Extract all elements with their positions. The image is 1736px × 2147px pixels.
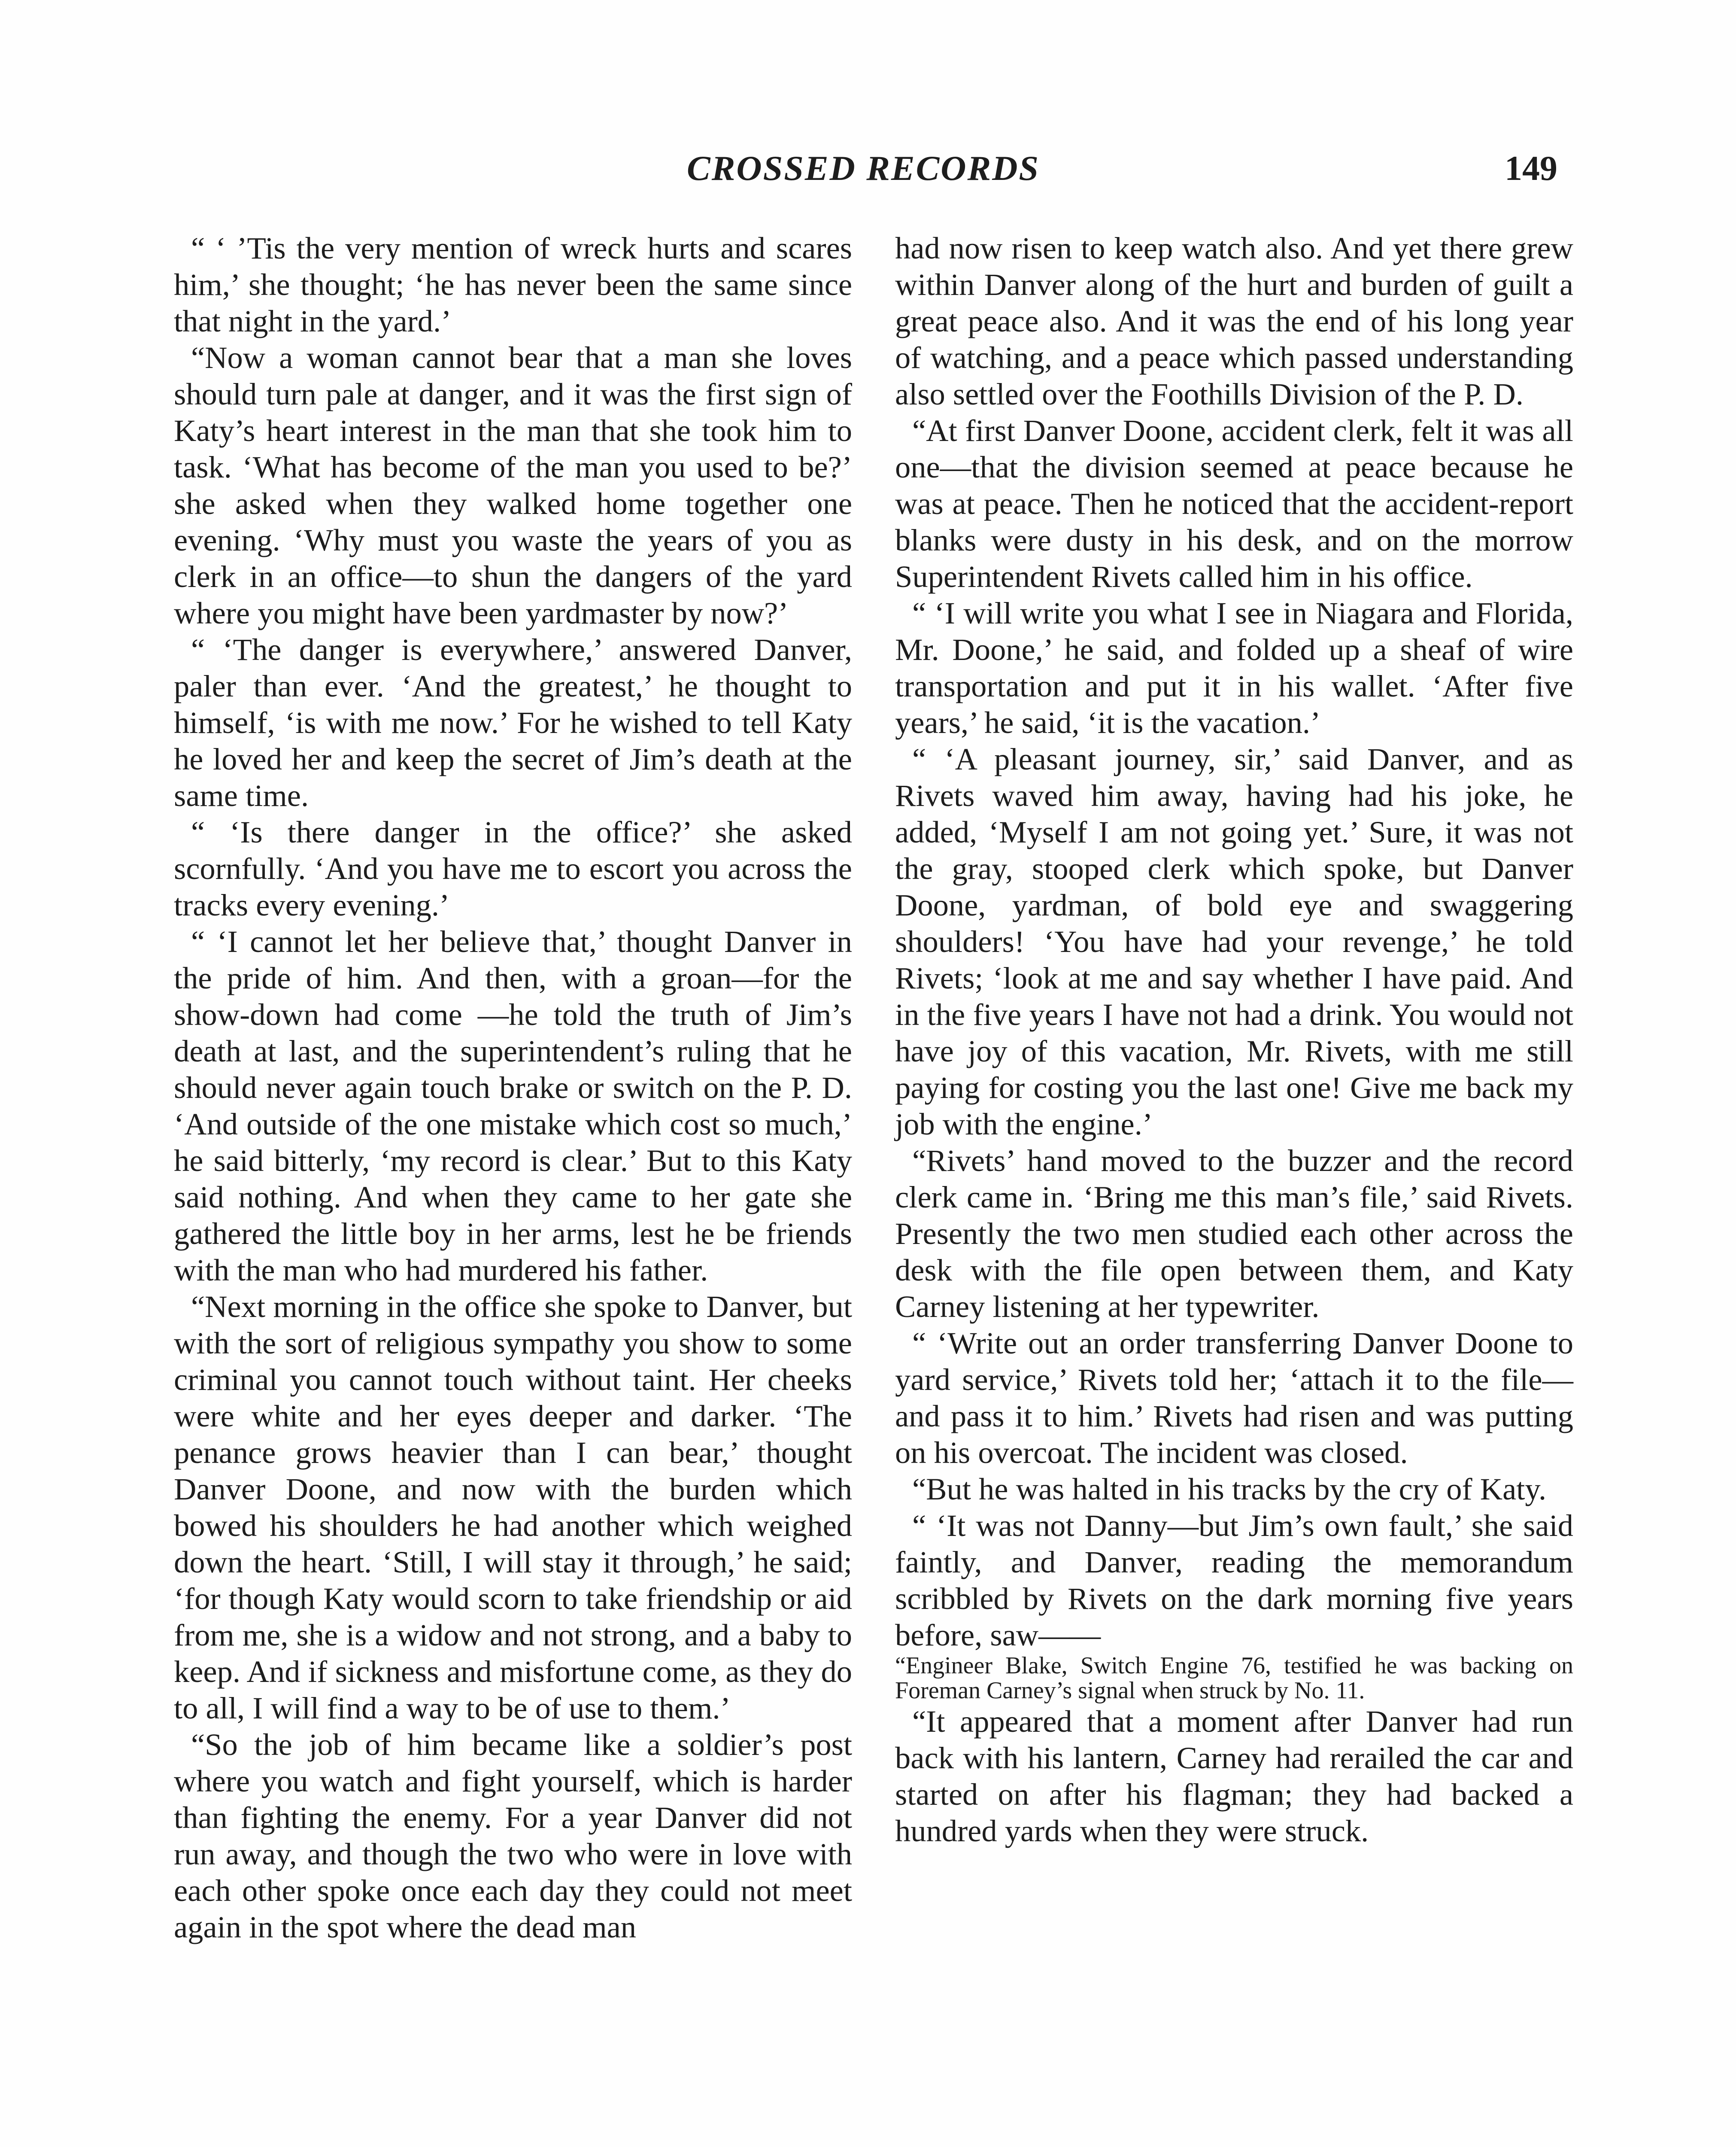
paragraph: “Now a woman cannot bear that a man she loves should turn pale at danger, and it was the first sign of Katy’s heart interest in the man that she took him to task. ‘What has become of the man you used to be?’ she asked when they walked home together one evening. ‘Why must you waste the years of you as clerk in an office—to shun the dangers of the yard where you might have been yardmaster by now?’ — [174, 340, 852, 630]
memorandum-quote: “Engineer Blake, Switch Engine 76, testified he was backing on Foreman Carney’s signal when struck by No. 11. — [895, 1652, 1573, 1704]
right-text-column — [895, 230, 1573, 1849]
paragraph: “At first Danver Doone, accident clerk, felt it was all one—that the division seemed at peace because he was at peace. Then he noticed that the accident-report blanks were dusty in his desk, and on the morrow Superintendent Rivets called him in his office. — [895, 413, 1573, 594]
paragraph: “ ‘Is there danger in the office?’ she asked scornfully. ‘And you have me to escort you across the tracks every evening.’ — [174, 815, 852, 922]
paragraph: “ ‘I cannot let her believe that,’ thought Danver in the pride of him. And then, with a groan—for the show-down had come —he told the truth of Jim’s death at last, and the superintendent’s ruling that he should never again touch brake or switch on the P. D. ‘And outside of the one mistake which cost so much,’ he said bitterly, ‘my record is clear.’ But to this Katy said nothing. And when they came to her gate she gathered the little boy in her arms, lest he be friends with the man who had murdered his father. — [174, 924, 852, 1287]
paragraph: “Rivets’ hand moved to the buzzer and the record clerk came in. ‘Bring me this man’s file,’ said Rivets. Presently the two men studied each other across the desk with the file open between them, and Katy Carney listening at her typewriter. — [895, 1143, 1573, 1324]
left-text-column — [174, 230, 852, 1945]
paragraph: “ ‘I will write you what I see in Niagara and Florida, Mr. Doone,’ he said, and folded up a sheaf of wire transportation and put it in his wallet. ‘After five years,’ he said, ‘it is the vacation.’ — [895, 596, 1573, 740]
paragraph: “But he was halted in his tracks by the cry of Katy. — [912, 1472, 1547, 1506]
paragraph: “ ‘The danger is everywhere,’ answered Danver, paler than ever. ‘And the greatest,’ he thought to himself, ‘is with me now.’ For he wished to tell Katy he loved her and keep the secret of Jim’s death at the same time. — [174, 632, 852, 813]
running-header-title: CROSSED RECORDS — [687, 149, 1040, 188]
closing-paragraph: “It appeared that a moment after Danver had run back with his lantern, Carney had rerailed the car and started on after his flagman; they had backed a hundred yards when they were struck. — [895, 1704, 1573, 1848]
paragraph: “ ‘A pleasant journey, sir,’ said Danver, and as Rivets waved him away, having had his joke, he added, ‘Myself I am not going yet.’ Sure, it was not the gray, stooped clerk which spoke, but Danver Doone, yardman, of bold eye and swaggering shoulders! ‘You have had your revenge,’ he told Rivets; ‘look at me and say whether I have paid. And in the five years I have not had a drink. You would not have joy of this vacation, Mr. Rivets, with me still paying for costing you the last one! Give me back my job with the engine.’ — [895, 742, 1573, 1141]
paragraph: “Next morning in the office she spoke to Danver, but with the sort of religious sympathy you show to some criminal you cannot touch without taint. Her cheeks were white and her eyes deeper and darker. ‘The penance grows heavier than I can bear,’ thought Danver Doone, and now with the burden which bowed his shoulders he had another which weighed down the heart. ‘Still, I will stay it through,’ he said; ‘for though Katy would scorn to take friendship or aid from me, she is a widow and not strong, and a baby to keep. And if sickness and misfortune come, as they do to all, I will find a way to be of use to them.’ — [174, 1289, 852, 1725]
page-number: 149 — [1505, 149, 1557, 188]
paragraph: “ ‘Write out an order transferring Danver Doone to yard service,’ Rivets told her; ‘attach it to the file—and pass it to him.’ Rivets had risen and was putting on his overcoat. The incident was closed. — [895, 1326, 1573, 1470]
paragraph: “So the job of him became like a soldier’s post where you watch and fight yourself, which is harder than fighting the enemy. For a year Danver did not run away, and though the two who were in love with each other spoke once each day they could not meet again in the spot where the dead man — [174, 1727, 852, 1944]
paragraph: had now risen to keep watch also. And yet there grew within Danver along of the hurt and burden of guilt a great peace also. And it was the end of his long year of watching, and a peace which passed understanding also settled over the Foothills Division of the P. D. — [895, 231, 1573, 411]
paragraph: “ ‘It was not Danny—but Jim’s own fault,’ she said faintly, and Danver, reading the memorandum scribbled by Rivets on the dark morning five years before, saw—— — [895, 1508, 1573, 1652]
paragraph: “ ‘ ’Tis the very mention of wreck hurts and scares him,’ she thought; ‘he has never been the same since that night in the yard.’ — [174, 231, 852, 338]
